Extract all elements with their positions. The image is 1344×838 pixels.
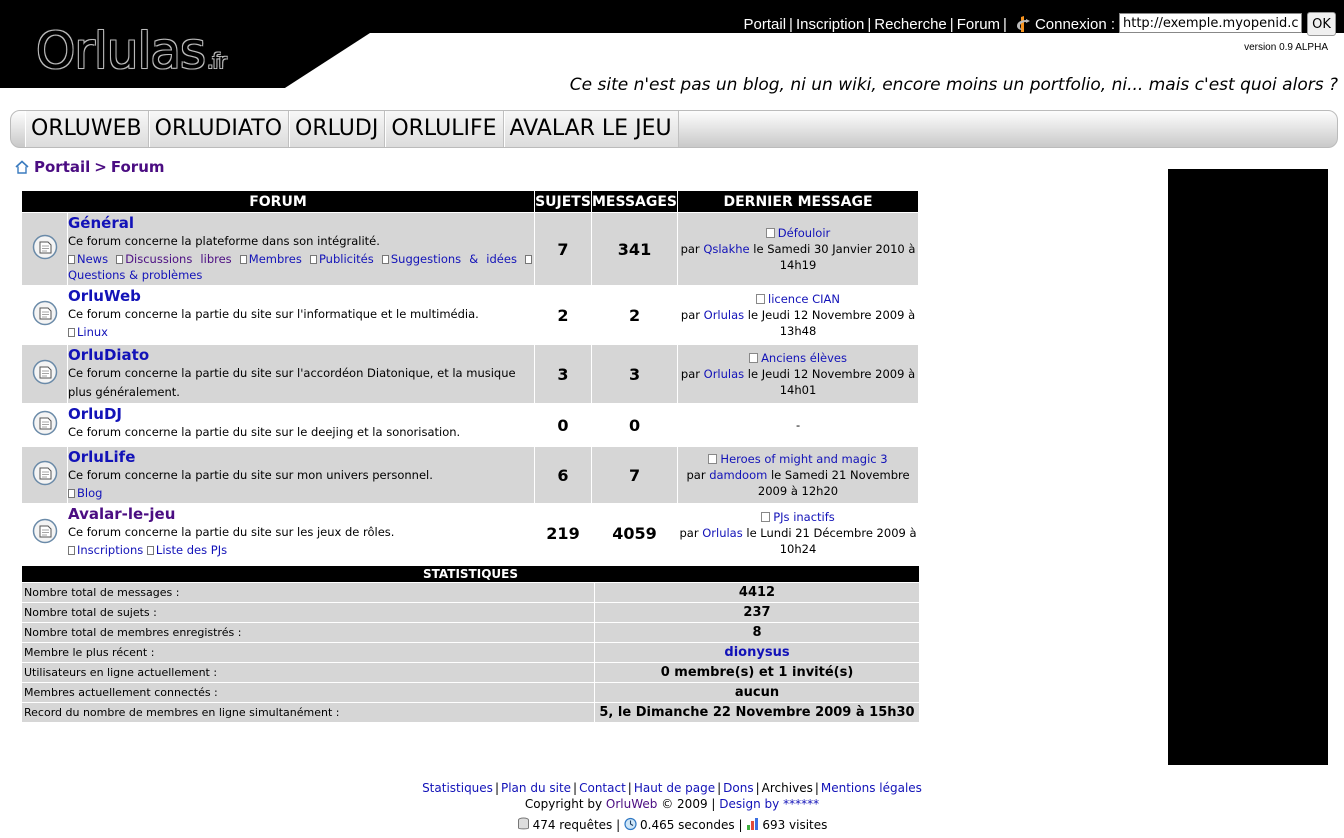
stat-value: 8	[595, 623, 919, 642]
subforum-questions[interactable]: Questions & problèmes	[68, 268, 203, 282]
forum-icon-cell	[22, 213, 67, 285]
subforum-list	[68, 324, 534, 340]
design-credit-link[interactable]: Design by ******	[719, 797, 820, 811]
forum-info	[68, 345, 534, 403]
newest-member-link[interactable]: dionysus	[595, 643, 919, 662]
message-count: 341	[592, 213, 677, 285]
last-user-link[interactable]: Qslakhe	[703, 242, 750, 256]
subject-count: 219	[535, 504, 591, 562]
stat-row	[22, 583, 919, 602]
nav-separator: |	[789, 15, 793, 33]
footer-separator: |	[616, 818, 621, 832]
forum-info	[68, 447, 534, 503]
copyright-prefix: Copyright by	[524, 797, 603, 811]
stat-row	[22, 703, 919, 722]
forum-icon-cell	[22, 286, 67, 344]
subforum-linux[interactable]: Linux	[77, 325, 108, 339]
sidebar-ad-block	[1168, 169, 1328, 765]
forum-title[interactable]: OrluWeb	[68, 287, 141, 305]
breadcrumb	[14, 158, 165, 176]
site-logo[interactable]	[36, 22, 226, 80]
subforum-inscriptions[interactable]: Inscriptions	[77, 543, 144, 557]
subject-count: 3	[535, 345, 591, 403]
openid-icon	[1014, 15, 1032, 33]
footer-separator: |	[755, 781, 760, 795]
menu-orlulife[interactable]: ORLULIFE	[385, 111, 503, 147]
document-icon	[116, 255, 123, 264]
footer-counters	[0, 816, 1344, 834]
subforum-list	[68, 485, 534, 501]
message-count: 3	[592, 345, 677, 403]
col-subjects: SUJETS	[535, 191, 591, 212]
last-topic-link[interactable]: Anciens élèves	[761, 351, 847, 365]
menu-avalar-le-jeu[interactable]: AVALAR LE JEU	[504, 111, 679, 147]
forum-icon-cell	[22, 404, 67, 446]
post-icon	[766, 228, 775, 238]
last-user-link[interactable]: Orlulas	[702, 526, 743, 540]
forum-status-icon	[32, 460, 58, 486]
last-user-link[interactable]: Orlulas	[703, 367, 745, 381]
stat-row	[22, 623, 919, 642]
connexion-label: Connexion :	[1034, 15, 1115, 33]
nav-separator: |	[949, 15, 954, 33]
forum-info	[68, 504, 534, 562]
forum-title[interactable]: OrluDiato	[68, 346, 150, 364]
subforum-blog[interactable]: Blog	[77, 486, 103, 500]
request-count: 474 requêtes	[532, 818, 613, 832]
forum-status-icon	[32, 234, 58, 260]
copyright-site-link[interactable]: OrluWeb	[605, 797, 658, 811]
stat-row	[22, 603, 919, 622]
post-icon	[756, 294, 765, 304]
last-message	[678, 447, 918, 503]
message-count: 7	[592, 447, 677, 503]
document-icon	[68, 328, 75, 337]
document-icon	[68, 489, 75, 498]
forum-info	[68, 213, 534, 285]
stat-row	[22, 643, 919, 662]
forum-description: Ce forum concerne la partie du site sur les jeux de rôles.	[68, 525, 395, 539]
stat-row	[22, 683, 919, 702]
by-label: par	[686, 468, 706, 482]
footer-separator: |	[573, 781, 578, 795]
post-icon	[761, 512, 770, 522]
subforum-publicites[interactable]: Publicités	[318, 252, 374, 266]
subforum-liste-des-pjs[interactable]: Liste des PJs	[155, 543, 228, 557]
breadcrumb-forum[interactable]: Forum	[110, 158, 165, 176]
copyright-year: © 2009	[661, 797, 708, 811]
footer-separator: |	[627, 781, 632, 795]
by-label: par	[680, 242, 700, 256]
stat-label: Nombre total de messages :	[22, 583, 594, 602]
forum-status-icon	[32, 410, 58, 436]
last-topic-link[interactable]: licence CIAN	[768, 292, 841, 306]
subforum-membres[interactable]: Membres	[248, 252, 302, 266]
document-icon	[525, 255, 532, 264]
home-icon	[14, 159, 30, 175]
database-icon	[517, 817, 530, 831]
post-icon	[708, 454, 717, 464]
subject-count: 7	[535, 213, 591, 285]
forum-info	[68, 404, 534, 446]
forum-icon-cell	[22, 504, 67, 562]
subforum-suggestions[interactable]: Suggestions & idées	[390, 252, 517, 266]
post-icon	[749, 353, 758, 363]
subject-count: 6	[535, 447, 591, 503]
subforum-list	[68, 251, 534, 283]
nav-forum[interactable]: Forum	[956, 15, 1001, 33]
last-topic-link[interactable]: Défouloir	[777, 226, 831, 240]
stat-value: aucun	[595, 683, 919, 702]
forum-row-orludiato	[22, 345, 918, 403]
forum-description: Ce forum concerne la partie du site sur le deejing et la sonorisation.	[68, 425, 461, 439]
last-date: le Lundi 21 Décembre 2009 à 10h24	[746, 526, 917, 556]
forum-title[interactable]: OrluLife	[68, 448, 136, 466]
last-topic-link[interactable]: PJs inactifs	[773, 510, 835, 524]
subforum-list	[68, 542, 534, 558]
footer-contact[interactable]: Contact	[579, 781, 626, 795]
footer-statistiques[interactable]: Statistiques	[422, 781, 493, 795]
message-count: 2	[592, 286, 677, 344]
forum-description: Ce forum concerne la partie du site sur l'accordéon Diatonique, et la musique plus généralement.	[68, 366, 516, 399]
nav-separator: |	[867, 15, 872, 33]
by-label: par	[680, 308, 700, 322]
footer-separator: |	[738, 818, 743, 832]
forum-status-icon	[32, 300, 58, 326]
document-icon	[68, 546, 75, 555]
forum-row-general	[22, 213, 918, 285]
menu-orluweb[interactable]: ORLUWEB	[25, 111, 149, 147]
forum-description: Ce forum concerne la partie du site sur mon univers personnel.	[68, 468, 433, 482]
footer-dons[interactable]: Dons	[723, 781, 754, 795]
footer-links	[0, 780, 1344, 797]
footer-separator: |	[711, 797, 716, 811]
top-navigation	[744, 14, 1115, 34]
bar-chart-icon	[746, 817, 759, 831]
last-message	[678, 504, 918, 562]
document-icon	[68, 255, 75, 264]
stat-label: Record du nombre de membres en ligne simultanément :	[22, 703, 594, 722]
forum-title[interactable]: Avalar-le-jeu	[68, 505, 176, 523]
document-icon	[382, 255, 389, 264]
nav-inscription[interactable]: Inscription	[795, 15, 865, 33]
last-user-link[interactable]: Orlulas	[703, 308, 745, 322]
footer-separator: |	[814, 781, 819, 795]
version-label: version 0.9 ALPHA	[1244, 42, 1328, 53]
forum-row-avalar-le-jeu	[22, 504, 918, 562]
message-count: 0	[592, 404, 677, 446]
stat-value: 5, le Dimanche 22 Novembre 2009 à 15h30	[595, 703, 919, 722]
last-date: le Jeudi 12 Novembre 2009 à 14h01	[747, 367, 916, 397]
footer-haut-de-page[interactable]: Haut de page	[633, 781, 716, 795]
forum-table	[21, 190, 919, 563]
subject-count: 2	[535, 286, 591, 344]
nav-separator: |	[1003, 15, 1007, 33]
logo-suffix: .fr	[207, 49, 226, 73]
footer-copyright	[0, 796, 1344, 813]
forum-status-icon	[32, 518, 58, 544]
generation-time: 0.465 secondes	[640, 818, 735, 832]
nav-recherche[interactable]: Recherche	[874, 15, 947, 33]
stat-row	[22, 663, 919, 682]
stat-value: 237	[595, 603, 919, 622]
stat-label: Nombre total de sujets :	[22, 603, 594, 622]
by-label: par	[679, 526, 699, 540]
statistics-table	[21, 565, 920, 723]
last-message-empty: -	[678, 404, 918, 446]
forum-info	[68, 286, 534, 344]
nav-portail[interactable]: Portail	[743, 15, 787, 33]
stat-label: Utilisateurs en ligne actuellement :	[22, 663, 594, 682]
message-count: 4059	[592, 504, 677, 562]
visit-count: 693 visites	[762, 818, 828, 832]
forum-status-icon	[32, 359, 58, 385]
last-topic-link[interactable]: Heroes of might and magic 3	[720, 452, 888, 466]
subforum-discussions-libres[interactable]: Discussions libres	[125, 252, 232, 266]
last-date: le Samedi 21 Novembre 2009 à 12h20	[757, 468, 910, 498]
last-date: le Samedi 30 Janvier 2010 à 14h19	[753, 242, 916, 272]
login-ok-button[interactable]: OK	[1307, 12, 1336, 36]
last-message	[678, 345, 918, 403]
stat-value: 4412	[595, 583, 919, 602]
menu-orludiato[interactable]: ORLUDIATO	[149, 111, 289, 147]
footer-mentions-legales[interactable]: Mentions légales	[820, 781, 922, 795]
stat-label: Membre le plus récent :	[22, 643, 594, 662]
statistics-title: STATISTIQUES	[22, 566, 919, 582]
footer-separator: |	[717, 781, 722, 795]
menu-orludj[interactable]: ORLUDJ	[289, 111, 385, 147]
stat-value: 0 membre(s) et 1 invité(s)	[595, 663, 919, 682]
breadcrumb-separator: >	[94, 158, 107, 176]
forum-icon-cell	[22, 345, 67, 403]
forum-title[interactable]: Général	[68, 214, 134, 232]
logo-text: Orlulas	[36, 22, 206, 80]
col-forum: FORUM	[22, 191, 534, 212]
main-menu-bar	[10, 110, 1338, 148]
last-date: le Jeudi 12 Novembre 2009 à 13h48	[747, 308, 916, 338]
document-icon	[147, 546, 154, 555]
last-user-link[interactable]: damdoom	[709, 468, 768, 482]
forum-row-orludj	[22, 404, 918, 446]
subforum-news[interactable]: News	[77, 252, 109, 266]
forum-row-orluweb	[22, 286, 918, 344]
document-icon	[310, 255, 317, 264]
by-label: par	[680, 367, 700, 381]
col-messages: MESSAGES	[592, 191, 677, 212]
last-message	[678, 286, 918, 344]
forum-title[interactable]: OrluDJ	[68, 405, 123, 423]
subject-count: 0	[535, 404, 591, 446]
forum-description: Ce forum concerne la plateforme dans son intégralité.	[68, 234, 380, 248]
stat-label: Nombre total de membres enregistrés :	[22, 623, 594, 642]
footer-plan-du-site[interactable]: Plan du site	[500, 781, 572, 795]
forum-row-orlulife	[22, 447, 918, 503]
openid-url-input[interactable]	[1119, 13, 1302, 33]
footer-separator: |	[494, 781, 499, 795]
breadcrumb-portail[interactable]: Portail	[34, 158, 91, 176]
stat-label: Membres actuellement connectés :	[22, 683, 594, 702]
document-icon	[240, 255, 247, 264]
forum-description: Ce forum concerne la partie du site sur l'informatique et le multimédia.	[68, 307, 479, 321]
forum-icon-cell	[22, 447, 67, 503]
clock-icon	[624, 817, 637, 831]
col-last-message: DERNIER MESSAGE	[678, 191, 918, 212]
footer-archives[interactable]: Archives	[761, 781, 813, 795]
forum-header-row	[22, 191, 918, 212]
last-message	[678, 213, 918, 285]
tagline: Ce site n'est pas un blog, ni un wiki, encore moins un portfolio, ni... mais c'est quoi alors ?	[569, 75, 1338, 95]
